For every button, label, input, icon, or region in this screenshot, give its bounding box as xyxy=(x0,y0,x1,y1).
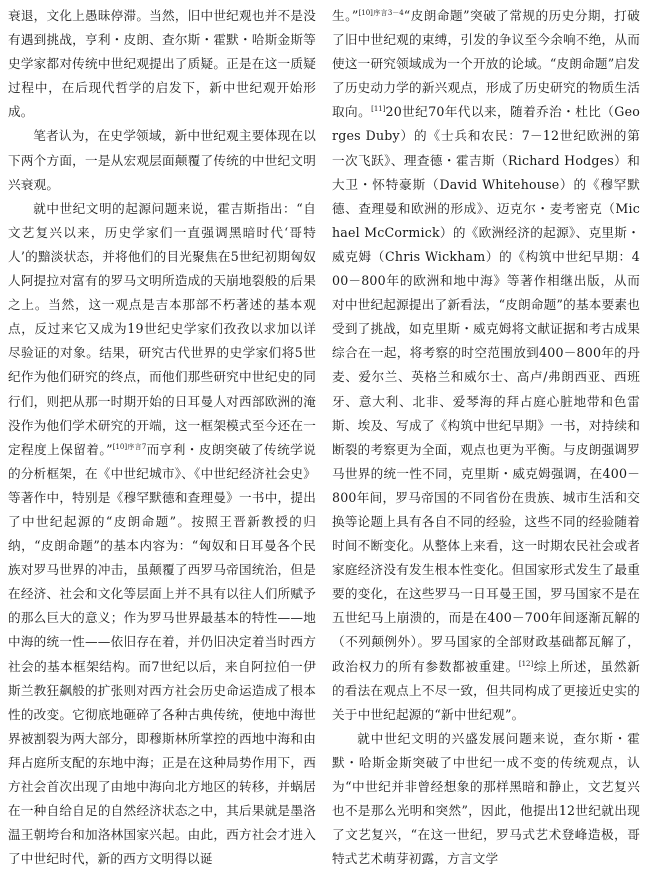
paragraph-text: 衰退，文化上愚昧停滞。当然，旧中世纪观也并不是没有遇到挑战，亨利・皮朗、查尔斯・霍默・哈斯金斯等史学家都对传统中世纪观提出了质疑。正是在这一质疑过程中，在后现代哲学的启发下，新中世纪观开始形成。 xyxy=(8,8,316,120)
paragraph-pirenne-thesis xyxy=(332,4,640,727)
left-column xyxy=(8,4,316,882)
paragraph-text: 就中世纪文明的兴盛发展问题来说，查尔斯・霍默・哈斯金斯突破了中世纪一成不变的传统观点，认为“中世纪并非曾经想象的那样黑暗和静止，文艺复兴也不是那么光明和突然”，因此，他提出12世纪就出现了文艺复兴，“在这一世纪，罗马式艺术登峰造极，哥特式艺术萌芽初露，方言文学 xyxy=(332,730,640,867)
paragraph-text: 综上所述，虽然新的看法在观点上不尽一致，但共同构成了更接近史实的关于中世纪起源的“新中世纪观”。 xyxy=(332,658,640,722)
two-column-body xyxy=(8,4,640,882)
citation-ref: [10]序言7 xyxy=(112,442,147,451)
paragraph-text: 生。” xyxy=(332,8,359,23)
paragraph-thesis xyxy=(8,124,316,196)
paragraph-text: 而亨利・皮朗突破了传统学说的分析框架，在《中世纪城市》、《中世纪经济社会史》等著作中，特别是《穆罕默德和查理曼》一书中，提出了中世纪起源的“皮朗命题”。按照王晋新教授的归纳，“皮朗命题”的基本内容为：“匈奴和日耳曼各个民族对罗马世界的冲击，虽颠覆了西罗马帝国统治，但是在经济、社会和文化等层面上并不具有以往人们所赋予的那么巨大的意义；作为罗马世界最基本的特性——地中海的统一性——依旧存在着，并仍旧决定着当时西方社会的基本框架结构。而7世纪以后，来自阿拉伯一伊斯兰教狂飙般的扩张则对西方社会历史命运造成了根本性的改变。它彻底地砸碎了各种古典传统，使地中海世界被割裂为两大部分，即穆斯林所掌控的西地中海和由拜占庭所支配的东地中海；正是在这种局势作用下，西方社会首次出现了由地中海向北方地区的转移，并蜗居在一种自给自足的自然经济状态之中，其后果就是墨洛温王朝垮台和加洛林国家兴起。由此，西方社会才进入了中世纪时代，新的西方文明得以诞 xyxy=(8,441,316,867)
citation-ref: [10]序言3－4 xyxy=(358,8,404,17)
paragraph-intro-continued xyxy=(8,4,316,124)
paragraph-development xyxy=(332,727,640,872)
paragraph-text: 20世纪70年代以来，随着乔治・杜比（Georges Duby）的《士兵和农民：7－12世纪欧洲的第一次飞跃》、理查德・霍吉斯（Richard Hodges）和大卫・怀特豪斯（David Whitehouse）的《穆罕默德、查理曼和欧洲的形成》、迈克尔・麦考密克（Michael McCormick）的《欧洲经济的起源》、克里斯・威克姆（Chris Wickham）的《构筑中世纪早期：400－800年的欧洲和地中海》等著作相继出版，从而对中世纪起源提出了新看法，“皮朗命题”的基本要素也受到了挑战，如克里斯・威克姆将文献证据和考古成果综合在一起，将考察的时空范围放到400－800年的丹麦、爱尔兰、英格兰和威尔士、高卢/弗朗西亚、西班牙、意大利、北非、爱琴海的拜占庭心脏地带和色雷斯、埃及、写成了《构筑中世纪早期》一书，对持续和断裂的考察更为全面，观点也更为平衡。与皮朗强调罗马世界的统一性不同，克里斯・威克姆强调，在400－800年间，罗马帝国的不同省份在贵族、城市生活和交换等论题上具有各自不同的经验，这些不同的经验随着时间不断变化。从整体上来看，这一时期农民社会或者家庭经济没有发生根本性变化。但国家形式发生了最重要的变化，在这些罗马一日耳曼王国，罗马国家不是在五世纪马上崩溃的，而是在400－700年间逐渐瓦解的（不列颠例外）。罗马国家的全部财政基础都瓦解了，政治权力的所有参数都被重建。 xyxy=(332,104,640,674)
citation-ref: [11] xyxy=(371,105,386,114)
paragraph-origins xyxy=(8,197,316,872)
right-column xyxy=(332,4,640,882)
paragraph-text: 笔者认为，在史学领域，新中世纪观主要体现在以下两个方面，一是从宏观层面颠覆了传统的中世纪文明兴衰观。 xyxy=(8,128,316,192)
paragraph-text: 就中世纪文明的起源问题来说，霍吉斯指出：“自文艺复兴以来，历史学家们一直强调黑暗时代‘哥特人’的黯淡状态，并将他们的目光聚焦在5世纪初期匈奴人阿提拉对富有的罗马文明所造成的天崩地裂般的后果之上。当然，这一观点是吉本那部不朽著述的基本观点，反过来它又成为19世纪史学家们孜孜以求加以详尽验证的对象。结果，研究古代世界的史学家们将5世纪作为他们研究的终点，而他们那些研究中世纪史的同行们，则把从那一时期开始的日耳曼人对西部欧洲的淹没作为他们学术研究的开端，这一框架模式至今还在一定程度上保留着。” xyxy=(8,200,316,457)
citation-ref: [12] xyxy=(518,659,534,668)
paragraph-text: “皮朗命题”突破了常规的历史分期，打破了旧中世纪观的束缚，引发的争议至今余响不绝，从而使这一研究领域成为一个开放的论域。“皮朗命题”启发了历史动力学的新兴观点，形成了历史研究的物质生活取向。 xyxy=(332,8,640,120)
